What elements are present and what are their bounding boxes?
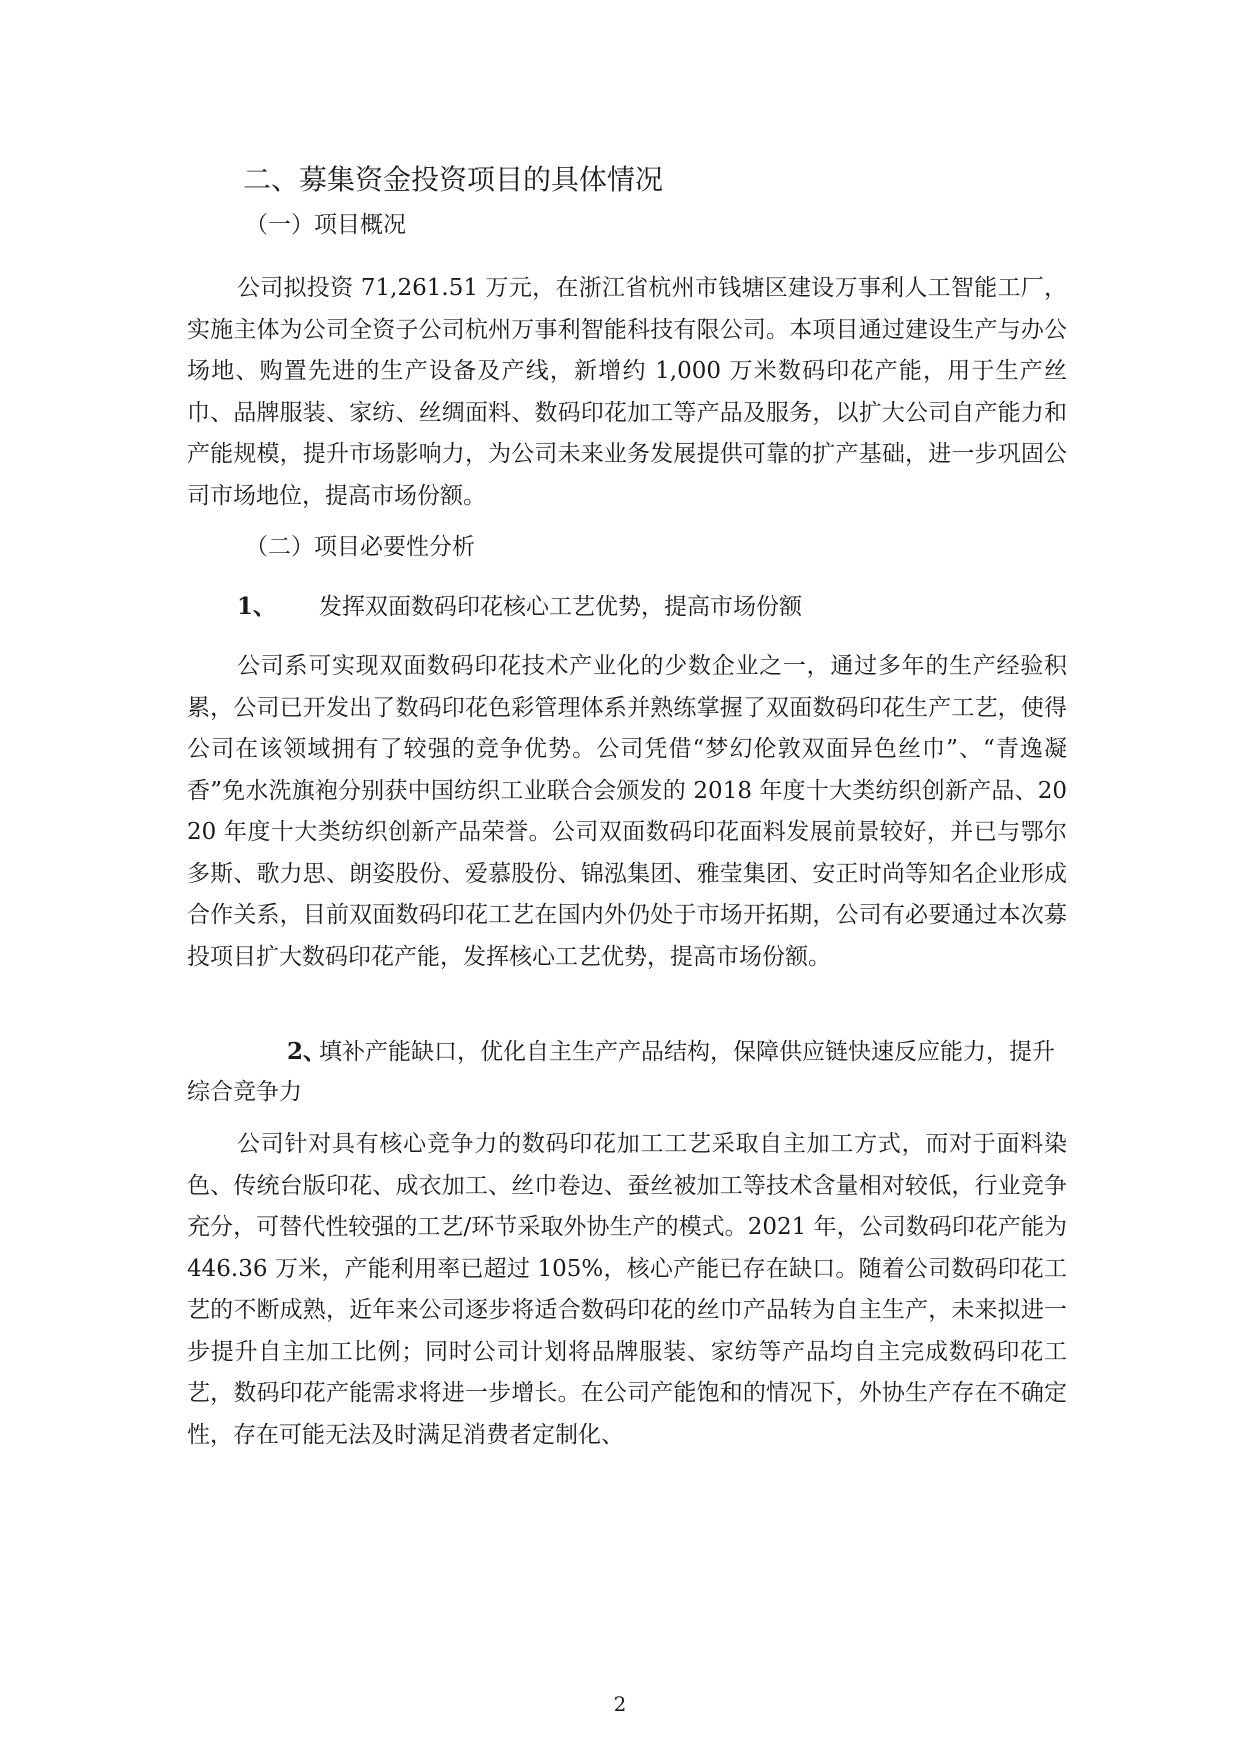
subsection-title-necessity: （二）项目必要性分析 bbox=[245, 534, 475, 560]
item-heading-2 bbox=[187, 1032, 1067, 1112]
paragraph-item-1: 公司系可实现双面数码印花技术产业化的少数企业之一，通过多年的生产经验积累，公司已开发出了数码印花色彩管理体系并熟练掌握了双面数码印花生产工艺，使得公司在该领域拥有了较强的竞争优势。公司凭借“梦幻伦敦双面异色丝巾”、“青逸凝香”免水洗旗袍分别获中国纺织工业联合会颁发的 2018 年度十大类纺织创新产品、2020 年度十大类纺织创新产品荣誉。公司双面数码印花面料发展前景较好，并已与鄂尔多斯、歌力思、朗姿股份、爱慕股份、锦泓集团、雅莹集团、安正时尚等知名企业形成合作关系，目前双面数码印花工艺在国内外仍处于市场开拓期，公司有必要通过本次募投项目扩大数码印花产能，发挥核心工艺优势，提高市场份额。 bbox=[187, 653, 1067, 970]
item-number-2: 2、 bbox=[287, 1038, 327, 1065]
page-number: 2 bbox=[613, 1692, 627, 1716]
subsection-title-overview: （一）项目概况 bbox=[245, 212, 406, 238]
paragraph-overview: 公司拟投资 71,261.51 万元，在浙江省杭州市钱塘区建设万事利人工智能工厂，实施主体为公司全资子公司杭州万事利智能科技有限公司。本项目通过建设生产与办公场地、购置先进的生产设备及产线，新增约 1,000 万米数码印花产能，用于生产丝巾、品牌服装、家纺、丝绸面料、数码印花加工等产品及服务，以扩大公司自产能力和产能规模，提升市场影响力，为公司未来业务发展提供可靠的扩产基础，进一步巩固公司市场地位，提高市场份额。 bbox=[187, 275, 1067, 509]
item-title-2: 填补产能缺口，优化自主生产产品结构，保障供应链快速反应能力，提升综合竞争力 bbox=[187, 1039, 1055, 1105]
section-title: 二、募集资金投资项目的具体情况 bbox=[243, 163, 664, 196]
item-number-1: 1、 bbox=[237, 593, 277, 620]
item-heading-1 bbox=[237, 588, 1067, 626]
item-title-1: 发挥双面数码印花核心工艺优势，提高市场份额 bbox=[319, 594, 802, 620]
paragraph-item-2: 公司针对具有核心竞争力的数码印花加工工艺采取自主加工方式，而对于面料染色、传统台版印花、成衣加工、丝巾卷边、蚕丝被加工等技术含量相对较低，行业竞争充分，可替代性较强的工艺/环节采取外协生产的模式。2021 年，公司数码印花产能为 446.36 万米，产能利用率已超过 105%，核心产能已存在缺口。随着公司数码印花工艺的不断成熟，近年来公司逐步将适合数码印花的丝巾产品转为自主生产，未来拟进一步提升自主加工比例；同时公司计划将品牌服装、家纺等产品均自主完成数码印花工艺，数码印花产能需求将进一步增长。在公司产能饱和的情况下，外协生产存在不确定性，存在可能无法及时满足消费者定制化、 bbox=[187, 1131, 1067, 1448]
